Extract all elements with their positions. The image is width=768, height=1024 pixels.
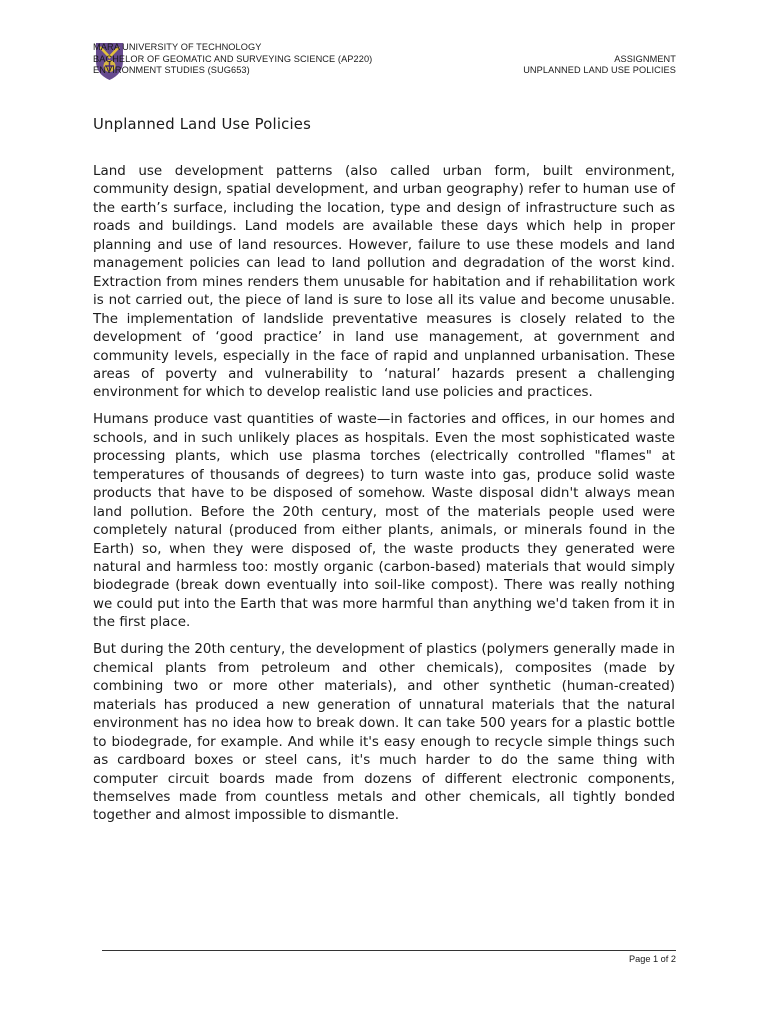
header-university: MARA UNIVERSITY OF TECHNOLOGY xyxy=(93,42,262,52)
header-doc-type: ASSIGNMENT xyxy=(614,53,676,64)
header-programme: BACHELOR OF GEOMATIC AND SURVEYING SCIENCE (AP220) xyxy=(93,53,373,64)
paragraph-2: Humans produce vast quantities of waste—in factories and offices, in our homes and schools, and in such unlikely places as hospitals. Even the most sophisticated waste processing plants, which use plasma torches (electrically controlled "flames" at temperatures of thousands of degrees) to turn waste into gas, produce solid waste products that have to be disposed of somehow. Waste disposal didn't always mean land pollution. Before the 20th century, most of the materials people used were completely natural (produced from either plants, animals, or minerals found in the Earth) so, when they were disposed of, the waste products they generated were natural and harmless too: mostly organic (carbon-based) materials that would simply biodegrade (break down eventually into soil-like compost). There was really nothing we could put into the Earth that was more harmful than anything we'd taken from it in the first place. xyxy=(93,412,675,631)
paragraph-3: But during the 20th century, the development of plastics (polymers generally made in chemical plants from petroleum and other chemicals), composites (made by combining two or more other materials), and other synthetic (human-created) materials has produced a new generation of unnatural materials that the natural environment has no idea how to break down. It can take 500 years for a plastic bottle to biodegrade, for example. And while it's easy enough to recycle simple things such as cardboard boxes or steel cans, it's much harder to do the same thing with computer circuit boards made from dozens of different electronic components, themselves made from countless metals and other chemicals, all tightly bonded together and almost impossible to dismantle. xyxy=(93,642,675,824)
header-course: ENVIRONMENT STUDIES (SUG653) xyxy=(93,65,250,75)
header-left xyxy=(93,42,372,77)
header-right xyxy=(523,54,676,77)
document-body xyxy=(93,163,675,834)
page-header xyxy=(93,42,676,82)
paragraph-1: Land use development patterns (also called urban form, built environment, community design, spatial development, and urban geography) refer to human use of the earth’s surface, including the location, type and design of infrastructure such as roads and buildings. Land models are available these days which help in proper planning and use of land resources. However, failure to use these models and land management policies can lead to land pollution and degradation of the worst kind. Extraction from mines renders them unusable for habitation and if rehabilitation work is not carried out, the piece of land is sure to lose all its value and become unusable. The implementation of landslide preventative measures is closely related to the development of ‘good practice’ in land use management, at government and community levels, especially in the face of rapid and unplanned urbanisation. These areas of poverty and vulnerability to ‘natural’ hazards present a challenging environment for which to develop realistic land use policies and practices. xyxy=(93,164,675,401)
header-doc-topic: UNPLANNED LAND USE POLICIES xyxy=(523,65,676,75)
footer-divider xyxy=(102,950,676,951)
document-title: Unplanned Land Use Policies xyxy=(93,116,311,133)
page-number: Page 1 of 2 xyxy=(629,954,676,964)
